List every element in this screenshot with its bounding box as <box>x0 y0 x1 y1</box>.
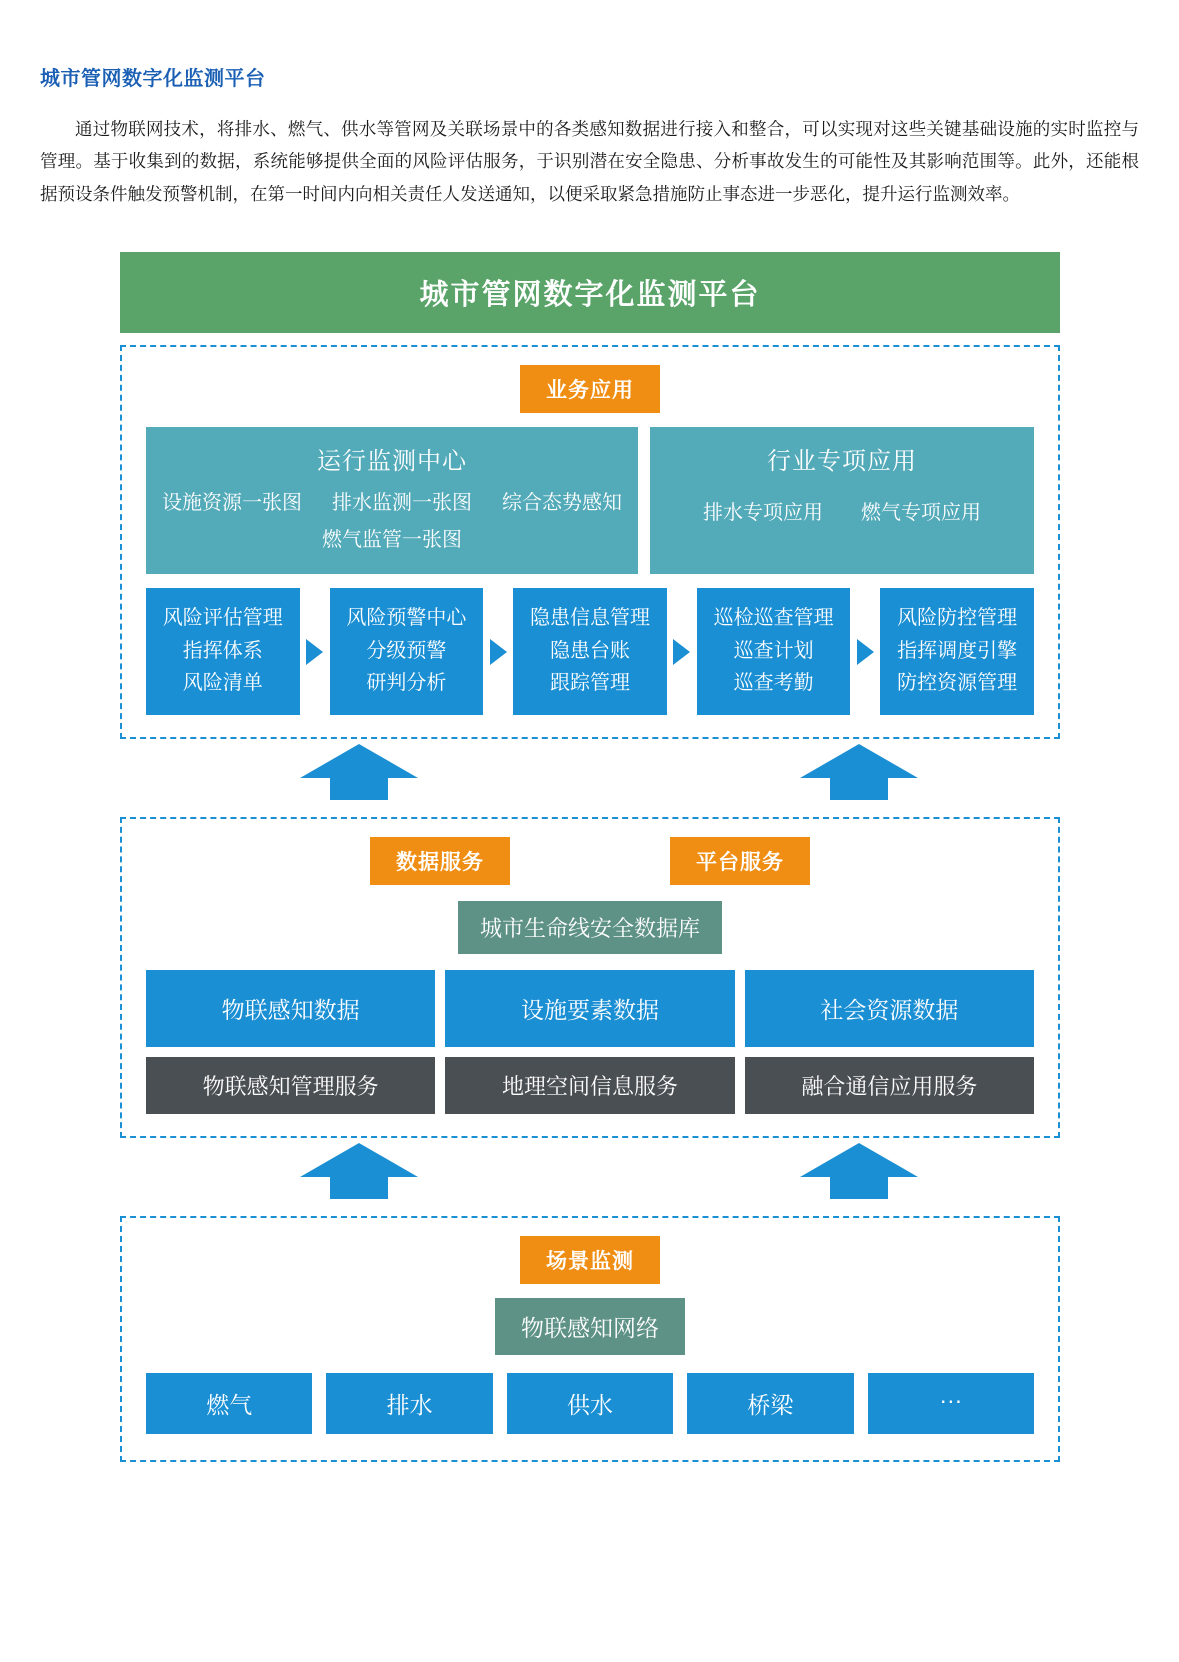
up-arrow-icon-2 <box>800 744 918 800</box>
risk-warning-card[interactable] <box>330 588 484 715</box>
up-arrow-icon-3 <box>300 1143 418 1199</box>
page-title: 城市管网数字化监测平台 <box>40 68 266 90</box>
risk-prevention-line-1: 风险防控管理 <box>897 607 1018 630</box>
converged-communication-service-card[interactable]: 融合通信应用服务 <box>745 1057 1034 1114</box>
page-container <box>0 62 1179 1462</box>
risk-warning-line-3: 研判分析 <box>366 671 447 694</box>
risk-prevention-line-3: 防控资源管理 <box>897 671 1018 694</box>
network-pill-row <box>146 1298 1034 1373</box>
city-lifeline-database-pill: 城市生命线安全数据库 <box>458 901 722 954</box>
scene-item-gas[interactable]: 燃气 <box>146 1373 312 1434</box>
risk-warning-line-1: 风险预警中心 <box>346 607 467 630</box>
data-card-row <box>146 970 1034 1047</box>
platform-service-tag: 平台服务 <box>670 837 810 885</box>
business-application-layer <box>120 345 1060 739</box>
inspection-management-line-1: 巡检巡查管理 <box>713 607 834 630</box>
business-tag-row <box>146 365 1034 413</box>
hazard-information-line-2: 隐患台账 <box>549 639 630 662</box>
risk-prevention-line-2: 指挥调度引擎 <box>897 639 1018 662</box>
scene-monitoring-tag: 场景监测 <box>520 1236 660 1284</box>
up-arrows-row-1 <box>120 739 1060 805</box>
omc-item-4: 燃气监管一张图 <box>322 529 462 552</box>
up-arrows-row-2 <box>120 1138 1060 1204</box>
inspection-management-line-2: 巡查计划 <box>733 639 814 662</box>
service-tag-row <box>146 837 1034 885</box>
business-application-tag: 业务应用 <box>520 365 660 413</box>
flow-arrow-icon-3 <box>667 588 697 715</box>
hazard-information-line-1: 隐患信息管理 <box>529 607 650 630</box>
risk-prevention-card[interactable] <box>880 588 1034 715</box>
iot-sensing-data-card[interactable]: 物联感知数据 <box>146 970 435 1047</box>
risk-assessment-line-3: 风险清单 <box>182 671 263 694</box>
risk-warning-line-2: 分级预警 <box>366 639 447 662</box>
scene-item-row <box>146 1373 1034 1434</box>
operation-monitoring-center-items <box>156 488 628 556</box>
social-resource-data-card[interactable]: 社会资源数据 <box>745 970 1034 1047</box>
risk-assessment-line-1: 风险评估管理 <box>162 607 283 630</box>
industry-special-application-items <box>660 488 1024 529</box>
hazard-information-card[interactable] <box>513 588 667 715</box>
isa-item-2: 燃气专项应用 <box>861 502 981 525</box>
risk-assessment-line-2: 指挥体系 <box>182 639 263 662</box>
scene-item-water-supply[interactable]: 供水 <box>507 1373 673 1434</box>
scene-item-drainage[interactable]: 排水 <box>326 1373 492 1434</box>
omc-item-3: 综合态势感知 <box>502 492 622 515</box>
industry-special-application-title: 行业专项应用 <box>767 448 917 476</box>
industry-special-application-card[interactable] <box>650 427 1034 574</box>
data-service-tag: 数据服务 <box>370 837 510 885</box>
up-arrow-icon-1 <box>300 744 418 800</box>
database-pill-row <box>146 901 1034 970</box>
intro-paragraph: 通过物联网技术，将排水、燃气、供水等管网及关联场景中的各类感知数据进行接入和整合，可以实现对这些关键基础设施的实时监控与管理。基于收集到的数据，系统能够提供全面的风险评估服务，于识别潜在安全隐患、分析事故发生的可能性及其影响范围等。此外，还能根据预设条件触发预警机制，在第一时间内向相关责任人发送通知，以便采取紧急措施防止事态进一步恶化，提升运行监测效率。 <box>40 119 1139 204</box>
risk-assessment-card[interactable] <box>146 588 300 715</box>
hazard-information-line-3: 跟踪管理 <box>549 671 630 694</box>
service-layer <box>120 817 1060 1138</box>
scene-monitoring-layer <box>120 1216 1060 1462</box>
iot-sensing-management-service-card[interactable]: 物联感知管理服务 <box>146 1057 435 1114</box>
inspection-management-card[interactable] <box>697 588 851 715</box>
business-flow-row <box>146 588 1034 715</box>
scene-tag-row <box>146 1236 1034 1284</box>
omc-item-1: 设施资源一张图 <box>162 492 302 515</box>
flow-arrow-icon-4 <box>850 588 880 715</box>
operation-monitoring-center-card[interactable] <box>146 427 638 574</box>
service-card-row <box>146 1057 1034 1114</box>
scene-item-bridge[interactable]: 桥梁 <box>687 1373 853 1434</box>
operation-monitoring-center-title: 运行监测中心 <box>317 448 467 476</box>
teal-card-row <box>146 427 1034 574</box>
inspection-management-line-3: 巡查考勤 <box>733 671 814 694</box>
flow-arrow-icon-2 <box>483 588 513 715</box>
omc-item-2: 排水监测一张图 <box>332 492 472 515</box>
diagram-banner-title: 城市管网数字化监测平台 <box>120 252 1060 333</box>
architecture-diagram <box>40 252 1140 1462</box>
up-arrow-icon-4 <box>800 1143 918 1199</box>
geospatial-information-service-card[interactable]: 地理空间信息服务 <box>445 1057 734 1114</box>
scene-item-more[interactable]: ··· <box>868 1373 1034 1434</box>
isa-item-1: 排水专项应用 <box>703 502 823 525</box>
facility-element-data-card[interactable]: 设施要素数据 <box>445 970 734 1047</box>
iot-sensing-network-pill: 物联感知网络 <box>495 1298 685 1355</box>
flow-arrow-icon-1 <box>300 588 330 715</box>
